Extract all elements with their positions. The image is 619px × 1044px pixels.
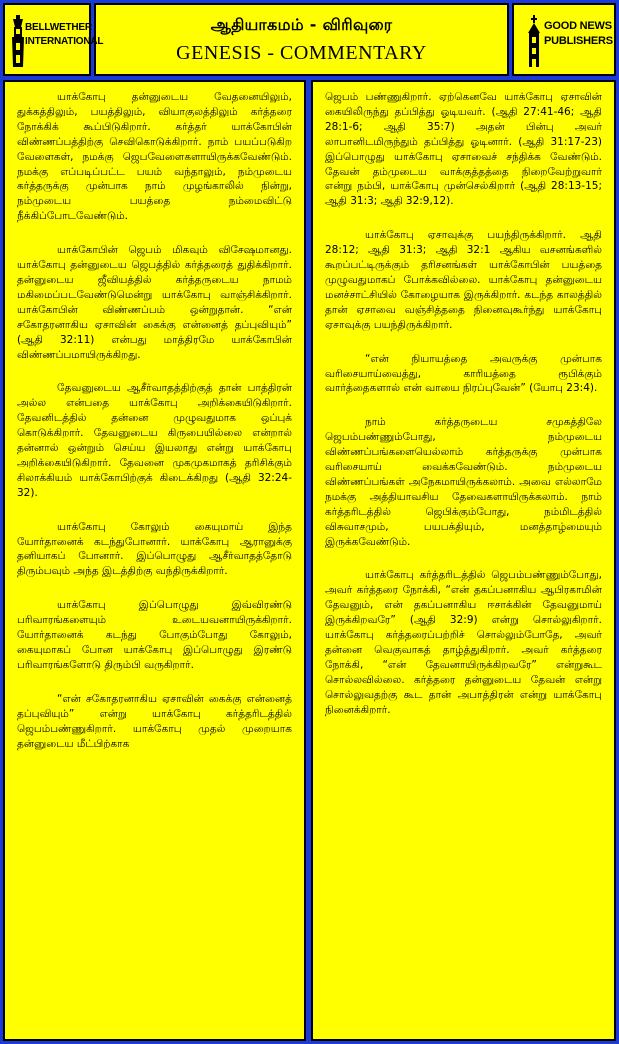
bellwether-logo <box>3 3 104 76</box>
church-tower-icon <box>526 15 542 67</box>
scripture-quote: “என் நியாயத்தை அவருக்கு முன்பாக வரிசையாய்வைத்து, காரியத்தை ரூபிக்கும் வார்த்தைகளால் என் வாயை நிரப்புவேன்” (யோபு 23:4). <box>325 352 602 395</box>
paragraph: யாக்கோபின் ஜெபம் மிகவும் விசேஷமானது. யாக்கோபு தன்னுடைய ஜெபத்தில் கர்த்தரைத் துதிக்கிறார். தன்னுடைய ஜீவியத்தில் கர்த்தருடைய நாமம் மகிமைப்படவேண்டுமென்று யாக்கோபு வாஞ்சிக்கிறார். யாக்கோபின் விண்ணப்பம் ஒன்றுதான். “என் சகோதரனாகிய ஏசாவின் கைக்கு என்னைத் தப்புவியும்” (ஆதி 32:11) என்பது மாத்திரமே யாக்கோபின் விண்ணப்பமாயிருக்கிறது. <box>17 244 292 361</box>
paragraph: “என் சகோதரனாகிய ஏசாவின் கைக்கு என்னைத் தப்புவியும்” என்று யாக்கோபு கர்த்தரிடத்தில் ஜெபம்பண்ணுகிறார். யாக்கோபு முதல் முறையாக தன்னுடைய மீட்பிற்காக <box>17 692 292 750</box>
title-box <box>94 3 509 76</box>
paragraph: யாக்கோபு ஏசாவுக்கு பயந்திருக்கிறார். ஆதி 28:12; ஆதி 31:3; ஆதி 32:1 ஆகிய வசனங்களில் கூறப்பட்டிருக்கும் தரிசனங்கள் யாக்கோபின் பயத்தை முழுவதுமாகப் போக்கவில்லை. யாக்கோபு தன்னுடைய மனச்சாட்சியில் கோழையாக இருக்கிறார். கடந்த காலத்தில் தான் ஏசாவை வஞ்சித்ததை நினைவுகூர்ந்து யாக்கோபு ஏசாவுக்கு பயந்திருக்கிறார். <box>325 229 602 331</box>
paragraph: யாக்கோபு தன்னுடைய வேதனையிலும், துக்கத்திலும், பயத்திலும், வியாகுலத்திலும் கர்த்தரை நோக்கிக் கூப்பிடுகிறார். கர்த்தர் யாக்கோபின் விண்ணப்பத்திற்கு செவிகொடுக்கிறார். நாம் பயப்படுகிற வேளைகள், நமக்கு ஜெபவேளைகளாயிருக்கவேண்டும். நமக்கு எப்படிப்பட்ட பயம் வந்தாலும், நம்முடைய கர்த்தருக்கு முன்பாக நாம் முழங்காலில் நின்று, நம்முடைய பயத்தை நம்மைவிட்டு நீக்கிப்போடவேண்டும். <box>17 91 292 223</box>
paragraph: யாக்கோபு கர்த்தரிடத்தில் ஜெபம்பண்ணும்போது, அவர் கர்த்தரை நோக்கி, “என் தகப்பனாகிய ஆபிரகாமின் தேவனும், என் தகப்பனாகிய ஈசாக்கின் தேவனுமாய் இருக்கிறவரே” (ஆதி 32:9) என்று சொல்லுகிறார். யாக்கோபு கர்த்தரைப்பற்றிச் சொல்லும்போதே, அவர் தன்னை வெகுவாகத் தாழ்த்துகிறார். அவர் கர்த்தரை நோக்கி, “என் தேவனாயிருக்கிறவரே” என்றுகூட சொல்லவில்லை. கர்த்தரை தன்னுடைய தேவன் என்று சொல்லுவதற்கு கூட தான் அபாத்திரன் என்று யாக்கோபு நினைக்கிறார். <box>325 569 602 716</box>
title-english: GENESIS - COMMENTARY <box>176 41 427 64</box>
good-news-logo <box>512 3 616 76</box>
bell-tower-icon <box>11 15 25 67</box>
paragraph: யாக்கோபு இப்பொழுது இவ்விரண்டு பரிவாரங்களையும் உடையவனாயிருக்கிறார். யோர்தானைக் கடந்து போகும்போது கோலும், கையுமாகப் போன யாக்கோபு இப்பொழுது இரண்டு பரிவாரங்களோடு திரும்பி வருகிறார். <box>17 599 292 671</box>
title-tamil: ஆதியாகமம் - விரிவுரை <box>210 14 393 34</box>
paragraph: நாம் கர்த்தருடைய சமுகத்திலே ஜெபம்பண்ணும்போது, நம்முடைய விண்ணப்பங்களையெல்லாம் கர்த்தருக்கு முன்பாக வரிசையாய் வைக்கவேண்டும். நம்முடைய விண்ணப்பங்கள் அநேகமாயிருக்கலாம். அவை எல்லாமே நமக்கு அத்தியாவசிய தேவைகளாயிருக்கலாம். நாம் கர்த்தரிடத்தில் ஜெபிக்கும்போது, நம்மிடத்தில் விசுவாசமும், பயபக்தியும், மனத்தாழ்மையும் இருக்கவேண்டும். <box>325 416 602 548</box>
good-news-logo-text: GOOD NEWS PUBLISHERS <box>544 20 613 47</box>
paragraph: தேவனுடைய ஆசீர்வாதத்திற்குத் தான் பாத்திரன் அல்ல என்பதை யாக்கோபு அறிக்கையிடுகிறார். தேவனிடத்தில் தன்னை முழுவதுமாக ஒப்புக் கொடுக்கிறார். தேவனுடைய கிருபையில்லை என்றால் தன்னால் ஒன்றும் செய்ய இயலாது என்று யாக்கோபு அறிக்கையிடுகிறார். தேவனை முகமுகமாகத் தரிசிக்கும் சிலாக்கியம் யாக்கோபிற்குக் கிடைக்கிறது (ஆதி 32:24-32). <box>17 382 292 499</box>
left-column <box>3 80 306 1041</box>
bellwether-logo-text: BELLWETHER INTERNATIONAL <box>25 22 104 47</box>
paragraph: ஜெபம் பண்ணுகிறார். ஏற்கெனவே யாக்கோபு ஏசாவின் கையிலிருந்து தப்பித்து ஓடியவர். (ஆதி 27:41-46; ஆதி 28:1-6; ஆதி 35:7) அதன் பின்பு அவர் லாபானிடமிருந்தும் தப்பித்து ஓடினார். (ஆதி 31:17-23) இப்பொழுது யாக்கோபு ஏசாவைச் சந்திக்க வேண்டும். தேவன் தம்முடைய வாக்குத்தத்தை நிறைவேற்றுவார் என்று நம்பி, யாக்கோபு முன்செல்கிறார் (ஆதி 28:13-15; ஆதி 31:3; ஆதி 32:9,12). <box>325 91 602 208</box>
paragraph: யாக்கோபு கோலும் கையுமாய் இந்த யோர்தானைக் கடந்துபோனார். யாக்கோபு ஆரானுக்கு தனியாகப் போனார். இப்பொழுது ஆசீர்வாதத்தோடு திரும்பவும் அந்த இடத்திற்கு வந்திருக்கிறார். <box>17 520 292 578</box>
page-header <box>3 3 616 76</box>
right-column <box>311 80 616 1041</box>
